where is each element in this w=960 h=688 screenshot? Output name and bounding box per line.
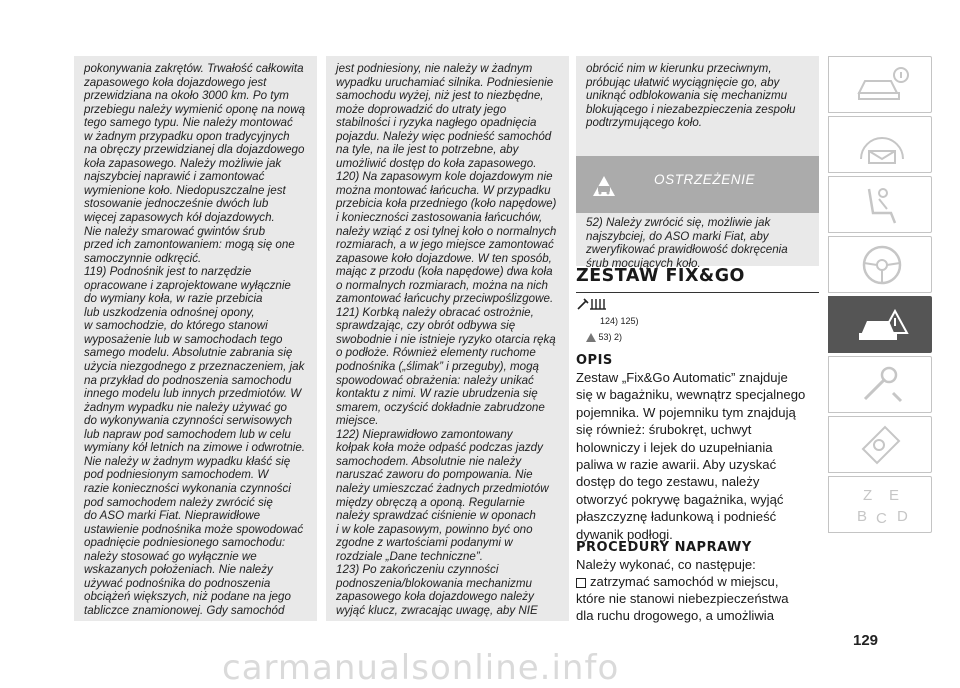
text-column-1 <box>74 56 317 621</box>
refs-warning: 124) 125) <box>600 316 639 326</box>
svg-text:Z: Z <box>863 487 873 504</box>
ref-row-3 <box>586 332 622 342</box>
technical-data-icon <box>855 423 909 467</box>
text-column-3 <box>576 56 819 156</box>
procedure-rest: które nie stanowi niebezpieczeństwa dla ruchu drogowego, a umożliwia <box>576 591 789 624</box>
dashboard-warning-icon <box>855 123 909 167</box>
warning-body <box>576 213 819 270</box>
opis-title: OPIS <box>576 353 613 368</box>
tab-dashboard[interactable] <box>828 116 932 173</box>
tab-index[interactable] <box>828 476 932 533</box>
column-1-text: pokonywania zakrętów. Trwałość całkowita zapasowego koła dojazdowego jest przewidziana na około 3000 km. Po tym przebiegu należy wymienić oponę na nową tego samego typu. Nie należy montować w żadnym przypadku opon tradycyjnych na obręczy przewidzianej dla dojazdowego koła zapasowego. Należy możliwie jak najszybciej naprawić i zamontować wymienione koło. Niedopuszczalne jest stosowanie jednocześnie dwóch lub więcej zapasowych kół dojazdowych. Nie należy smarować gwintów śrub przed ich zamontowaniem: mogą się one samoczynnie odkręcić. 119) Podnośnik jest to narzędzie opracowane i zaprojektowane wyłącznie do wymiany koła, w razie przebicia lub uszkodzenia odnośnej opony, w samochodzie, do którego stanowi wyposażenie lub w samochodach tego samego modelu. Absolutnie zabrania się użycia niezgodnego z przeznaczeniem, jak na przykład do podnoszenia samochodu innego modelu lub innych przedmiotów. W żadnym wypadku nie należy używać go do wykonywania czynności serwisowych lub napraw pod samochodem lub w celu wymiany kół letnich na zimowe i odwrotnie. Nie należy w żadnym wypadku kłaść się pod podniesionym samochodem. W razie konieczności wykonania czynności pod samochodem należy zwrócić się do ASO marki Fiat. Nieprawidłowe ustawienie podnośnika może spowodować opadnięcie podniesionego samochodu: należy stosować go wyłącznie we wskazanych położeniach. Nie należy używać podnośnika do podnoszenia obciążeń większych, niż podane na jego tabliczce znamionowej. Gdy samochód <box>84 62 306 617</box>
tab-safety[interactable] <box>828 176 932 233</box>
tab-driving[interactable] <box>828 236 932 293</box>
warning-car-icon <box>592 175 616 197</box>
warning-text: 52) Należy zwrócić się, możliwie jak najszybciej, do ASO marki Fiat, aby zweryfikować prawidłowość dokręcenia śrub mocujących koło. <box>586 216 788 270</box>
alphabetical-index-icon <box>855 483 909 527</box>
checkbox-icon <box>576 578 586 588</box>
procedure-title: PROCEDURY NAPRAWY <box>576 540 752 555</box>
steering-wheel-icon <box>855 243 909 287</box>
page-number: 129 <box>853 632 879 649</box>
svg-text:D: D <box>897 508 908 525</box>
svg-text:C: C <box>876 510 887 527</box>
procedure-item: zatrzymać samochód w miejscu, <box>576 573 826 590</box>
column-3-text: obrócić nim w kierunku przeciwnym, próbując ułatwić wyciągnięcie go, aby uniknąć odblokowania się mechanizmu blokującego i niezabezpieczenia zespołu podtrzymującego koło. <box>586 62 796 130</box>
warning-header <box>576 156 819 213</box>
svg-text:E: E <box>889 487 900 504</box>
watermark: carmanualsonline.info <box>222 648 620 688</box>
tab-technical-data[interactable] <box>828 416 932 473</box>
procedure-intro: Należy wykonać, co następuje: <box>576 557 756 572</box>
section-title: ZESTAW FIX&GO <box>576 266 819 293</box>
tab-maintenance[interactable] <box>828 356 932 413</box>
column-2-text: jest podniesiony, nie należy w żadnym wypadku uruchamiać silnika. Podniesienie samochodu wyżej, niż jest to niezbędne, może doprowadzić do utraty jego stabilności i ryzyka nagłego opadnięcia pojazdu. Należy więc podnieść samochód na tyle, na ile jest to potrzebne, aby umożliwić dostęp do koła zapasowego. 120) Na zapasowym kole dojazdowym nie można montować łańcucha. W przypadku przebicia koła przedniego (koło napędowe) i konieczności zastosowania łańcuchów, należy wziąć z osi tylnej koło o normalnych rozmiarach, a w jego miejsce zamontować zapasowe koło dojazdowe. W ten sposób, mając z przodu (koła napędowe) dwa koła o normalnych rozmiarach, można na nich zamontować łańcuchy przeciwpoślizgowe. 121) Korbką należy obracać ostrożnie, sprawdzając, czy obrót odbywa się swobodnie i nie istnieje ryzyko otarcia ręką o podłoże. Również elementy ruchome podnośnika („ślimak” i przeguby), mogą spowodować obrażenia: należy unikać kontaktu z nimi. W razie ubrudzenia się smarem, oczyścić dokładnie zabrudzone miejsce. 122) Nieprawidłowo zamontowany kołpak koła może odpaść podczas jazdy samochodem. Absolutnie nie należy naruszać zaworu do pompowania. Nie należy umieszczać żadnych przedmiotów między obręczą a oponą. Regularnie należy sprawdzać ciśnienie w oponach i w kole zapasowym, powinno być ono zgodne z wartościami podanymi w rozdziale „Dane techniczne”. 123) Po zakończeniu czynności podnoszenia/blokowania mechanizmu zapasowego koła dojazdowego należy wyjąć klucz, zwracając uwagę, aby NIE <box>336 62 557 617</box>
opis-text: Zestaw „Fix&Go Automatic” znajduje się w bagażniku, wewnątrz specjalnego pojemnika. W pojemniku tym znajdują się również: śrubokręt, uchwyt holowniczy i lejek do uzupełniania paliwa w razie awarii. Aby uzyskać dostęp do tego zestawu, należy otworzyć pokrywę bagażnika, wyjąć płaszczyznę ładunkową i podnieść dywanik podłogi. <box>576 370 806 542</box>
refs-notes: 53) 2) <box>598 332 623 342</box>
tool-icon <box>576 296 614 312</box>
car-info-icon <box>855 63 909 107</box>
tab-car-info[interactable] <box>828 56 932 113</box>
seat-safety-icon <box>855 183 909 227</box>
warning-title: OSTRZEŻENIE <box>654 172 756 187</box>
text-column-2 <box>326 56 569 621</box>
ref-row-2 <box>600 316 639 326</box>
ref-row-1 <box>576 296 614 312</box>
svg-text:B: B <box>857 508 868 525</box>
car-breakdown-icon <box>855 303 909 347</box>
maintenance-wrench-icon <box>855 363 909 407</box>
tab-emergency[interactable] <box>828 296 932 353</box>
warning-triangle-icon <box>586 333 596 342</box>
